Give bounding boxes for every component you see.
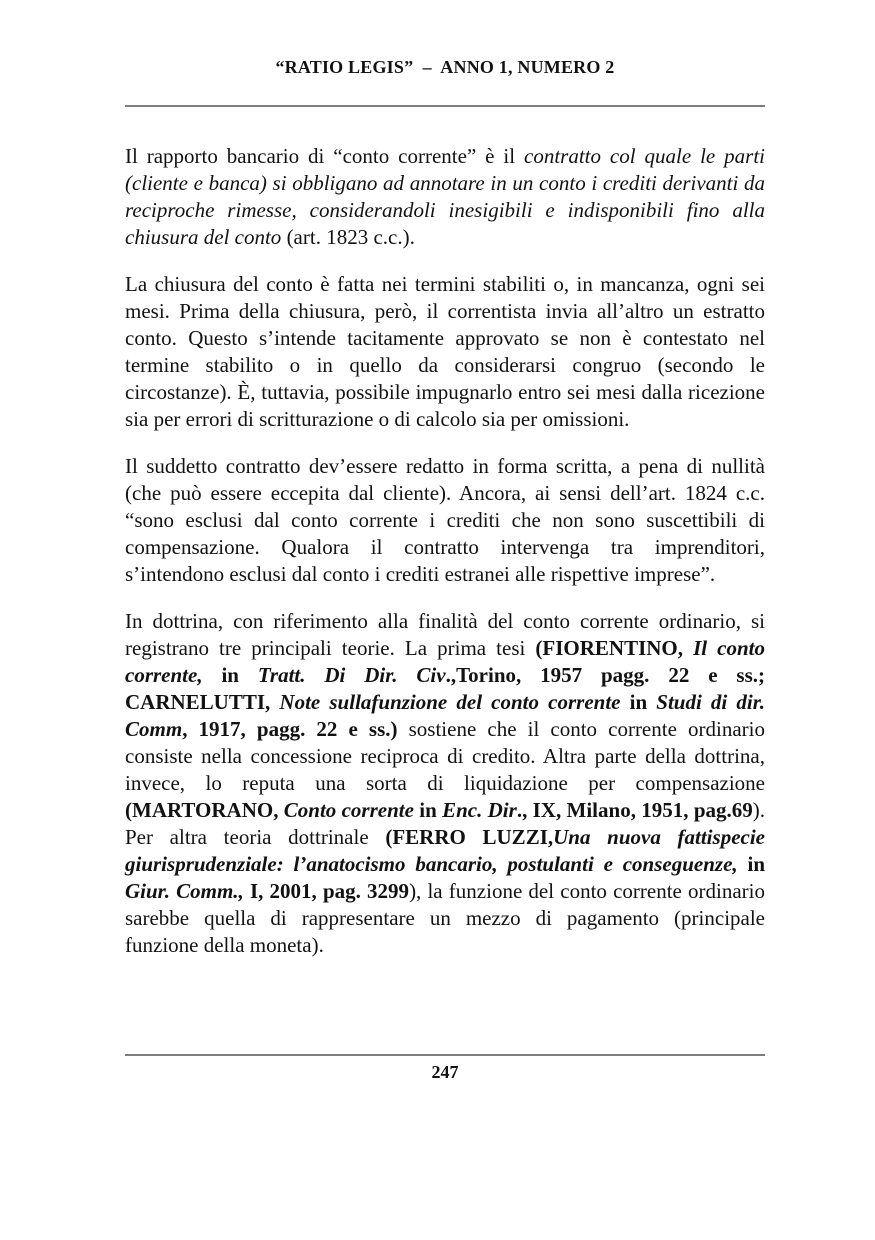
- text-run: Note sullafunzione del conto corrente: [279, 690, 630, 714]
- text-run: Il conto corrente,: [125, 636, 766, 687]
- text-run: In dottrina, con riferimento alla finalità del conto corrente ordinario, si registrano tre principali teorie. La prima tesi: [125, 609, 765, 660]
- paragraph: [125, 608, 765, 959]
- paragraph: [125, 453, 765, 588]
- text-run: ), la funzione del conto corrente ordinario sarebbe quella di rappresentare un mezzo di pagamento (principale funzione della moneta).: [125, 879, 765, 957]
- text-run: in: [747, 852, 765, 876]
- text-run: , 1917, pagg. 22 e ss.): [182, 717, 398, 741]
- text-run: La chiusura del conto è fatta nei termini stabiliti o, in mancanza, ogni sei mesi. Prima della chiusura, però, il correntista invia all’altro un estratto conto. Questo s’intende tacitamente approvato se non è contestato nel termine stabilito o in quello da considerarsi congruo (secondo le circostanze). È, tuttavia, possibile impugnarlo entro sei mesi dalla ricezione sia per errori di scritturazione o di calcolo sia per omissioni.: [125, 272, 765, 431]
- text-run: in: [221, 663, 258, 687]
- text-run: I, 2001, pag. 3299: [249, 879, 410, 903]
- text-run: Studi di dir. Comm: [125, 690, 765, 741]
- text-run: contratto col quale le parti (cliente e banca) si obbligano ad annotare in un conto i crediti derivanti da reciproche rimesse, considerandoli inesigibili e indisponibili fino alla chiusura del conto: [125, 144, 765, 249]
- article-body: [125, 143, 765, 979]
- text-run: Una nuova fattispecie giurisprudenziale: l’anatocismo bancario, postulanti e conseguenze,: [125, 825, 765, 876]
- text-run: ). Per altra teoria dottrinale: [125, 798, 765, 849]
- text-run: in: [629, 690, 657, 714]
- journal-header-title: “RATIO LEGIS” – ANNO 1, NUMERO 2: [275, 57, 615, 77]
- text-run: .,Torino, 1957 pagg. 22 e ss.; CARNELUTTI,: [125, 663, 765, 714]
- text-run: Enc. Dir: [442, 798, 517, 822]
- text-run: Giur. Comm.,: [125, 879, 250, 903]
- text-run: in: [419, 798, 443, 822]
- paragraph: [125, 143, 765, 251]
- text-run: Tratt. Di Dir. Civ: [257, 663, 446, 687]
- text-run: Conto corrente: [283, 798, 420, 822]
- header-rule: [125, 105, 765, 107]
- text-run: (FERRO LUZZI,: [385, 825, 554, 849]
- text-run: ., IX, Milano, 1951, pag.69: [516, 798, 753, 822]
- footer-rule: [125, 1054, 765, 1056]
- text-run: Il rapporto bancario di “conto corrente” è il: [125, 144, 525, 168]
- text-run: Il suddetto contratto dev’essere redatto in forma scritta, a pena di nullità (che può essere eccepita dal cliente). Ancora, ai sensi dell’art. 1824 c.c. “sono esclusi dal conto corrente i crediti che non sono suscettibili di compensazione. Qualora il contratto intervenga tra imprenditori, s’intendono esclusi dal conto i crediti estranei alle rispettive imprese”.: [125, 454, 765, 586]
- paragraph: [125, 271, 765, 433]
- text-run: (art. 1823 c.c.).: [281, 225, 415, 249]
- text-run: (FIORENTINO,: [535, 636, 694, 660]
- page-number: 247: [431, 1062, 459, 1082]
- text-run: (MARTORANO,: [125, 798, 284, 822]
- text-run: sostiene che il conto corrente ordinario consiste nella concessione reciproca di credito. Altra parte della dottrina, invece, lo reputa una sorta di liquidazione per compensazione: [125, 717, 765, 795]
